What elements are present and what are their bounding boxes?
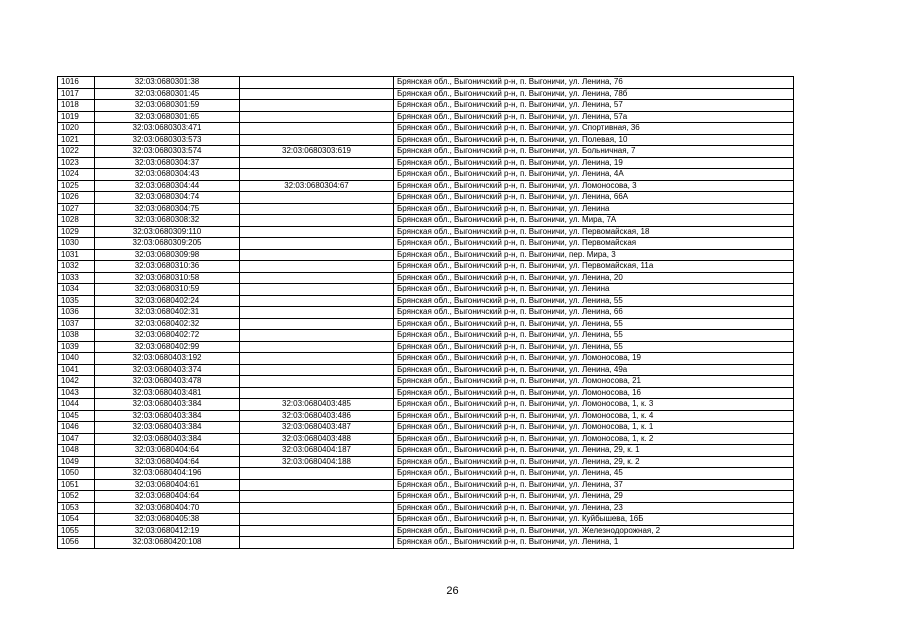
address-cell: Брянская обл., Выгоничский р-н, п. Выгоничи, ул. Ленина, 45: [394, 468, 794, 480]
table-row: [58, 376, 794, 388]
cadastral-number-cell: 32:03:0680304:44: [95, 180, 240, 192]
linked-cadastral-number-cell: [240, 88, 394, 100]
row-number-cell: 1054: [58, 514, 95, 526]
table-body: [58, 77, 794, 549]
cadastral-number-cell: 32:03:0680403:384: [95, 422, 240, 434]
address-cell: Брянская обл., Выгоничский р-н, п. Выгоничи, ул. Ленина, 49а: [394, 364, 794, 376]
table-row: [58, 226, 794, 238]
table-row: [58, 261, 794, 273]
table-row: [58, 364, 794, 376]
row-number-cell: 1048: [58, 445, 95, 457]
cadastral-number-cell: 32:03:0680403:374: [95, 364, 240, 376]
row-number-cell: 1019: [58, 111, 95, 123]
linked-cadastral-number-cell: [240, 284, 394, 296]
table-row: [58, 514, 794, 526]
row-number-cell: 1020: [58, 123, 95, 135]
row-number-cell: 1055: [58, 525, 95, 537]
linked-cadastral-number-cell: [240, 249, 394, 261]
cadastral-number-cell: 32:03:0680403:384: [95, 433, 240, 445]
linked-cadastral-number-cell: [240, 157, 394, 169]
row-number-cell: 1052: [58, 491, 95, 503]
row-number-cell: 1051: [58, 479, 95, 491]
table-row: [58, 169, 794, 181]
table-row: [58, 525, 794, 537]
row-number-cell: 1031: [58, 249, 95, 261]
table-row: [58, 203, 794, 215]
address-cell: Брянская обл., Выгоничский р-н, п. Выгоничи, ул. Ленина, 57а: [394, 111, 794, 123]
cadastral-number-cell: 32:03:0680310:36: [95, 261, 240, 273]
table-row: [58, 134, 794, 146]
row-number-cell: 1027: [58, 203, 95, 215]
table-row: [58, 238, 794, 250]
linked-cadastral-number-cell: [240, 479, 394, 491]
linked-cadastral-number-cell: [240, 330, 394, 342]
table-row: [58, 433, 794, 445]
address-cell: Брянская обл., Выгоничский р-н, п. Выгоничи, ул. Ломоносова, 19: [394, 353, 794, 365]
table-row: [58, 146, 794, 158]
address-cell: Брянская обл., Выгоничский р-н, п. Выгоничи, ул. Ломоносова, 3: [394, 180, 794, 192]
table-row: [58, 295, 794, 307]
cadastral-number-cell: 32:03:0680403:192: [95, 353, 240, 365]
address-cell: Брянская обл., Выгоничский р-н, п. Выгоничи, ул. Ломоносова, 1, к. 2: [394, 433, 794, 445]
row-number-cell: 1021: [58, 134, 95, 146]
linked-cadastral-number-cell: [240, 307, 394, 319]
cadastral-number-cell: 32:03:0680403:481: [95, 387, 240, 399]
address-cell: Брянская обл., Выгоничский р-н, п. Выгоничи, ул. Ломоносова, 21: [394, 376, 794, 388]
cadastral-number-cell: 32:03:0680308:32: [95, 215, 240, 227]
table-row: [58, 88, 794, 100]
cadastral-number-cell: 32:03:0680402:32: [95, 318, 240, 330]
address-cell: Брянская обл., Выгоничский р-н, п. Выгоничи, ул. Куйбышева, 16Б: [394, 514, 794, 526]
row-number-cell: 1056: [58, 537, 95, 549]
row-number-cell: 1030: [58, 238, 95, 250]
address-cell: Брянская обл., Выгоничский р-н, п. Выгоничи, ул. Ломоносова, 1, к. 3: [394, 399, 794, 411]
row-number-cell: 1028: [58, 215, 95, 227]
row-number-cell: 1044: [58, 399, 95, 411]
table-row: [58, 468, 794, 480]
cadastral-number-cell: 32:03:0680404:61: [95, 479, 240, 491]
linked-cadastral-number-cell: [240, 502, 394, 514]
linked-cadastral-number-cell: 32:03:0680303:619: [240, 146, 394, 158]
table-row: [58, 318, 794, 330]
linked-cadastral-number-cell: 32:03:0680304:67: [240, 180, 394, 192]
property-register-table: [57, 76, 794, 549]
linked-cadastral-number-cell: [240, 169, 394, 181]
cadastral-number-cell: 32:03:0680304:75: [95, 203, 240, 215]
row-number-cell: 1043: [58, 387, 95, 399]
linked-cadastral-number-cell: [240, 468, 394, 480]
linked-cadastral-number-cell: [240, 491, 394, 503]
cadastral-number-cell: 32:03:0680303:574: [95, 146, 240, 158]
table-row: [58, 284, 794, 296]
address-cell: Брянская обл., Выгоничский р-н, п. Выгоничи, ул. Больничная, 7: [394, 146, 794, 158]
row-number-cell: 1023: [58, 157, 95, 169]
row-number-cell: 1046: [58, 422, 95, 434]
address-cell: Брянская обл., Выгоничский р-н, п. Выгоничи, ул. Мира, 7А: [394, 215, 794, 227]
cadastral-number-cell: 32:03:0680404:64: [95, 491, 240, 503]
table-row: [58, 410, 794, 422]
address-cell: Брянская обл., Выгоничский р-н, п. Выгоничи, ул. Ленина, 55: [394, 341, 794, 353]
cadastral-number-cell: 32:03:0680301:45: [95, 88, 240, 100]
cadastral-number-cell: 32:03:0680403:384: [95, 399, 240, 411]
row-number-cell: 1047: [58, 433, 95, 445]
row-number-cell: 1033: [58, 272, 95, 284]
address-cell: Брянская обл., Выгоничский р-н, п. Выгоничи, ул. Ленина, 66: [394, 307, 794, 319]
linked-cadastral-number-cell: [240, 261, 394, 273]
address-cell: Брянская обл., Выгоничский р-н, п. Выгоничи, ул. Ленина, 66А: [394, 192, 794, 204]
row-number-cell: 1034: [58, 284, 95, 296]
table-row: [58, 100, 794, 112]
table-row: [58, 399, 794, 411]
address-cell: Брянская обл., Выгоничский р-н, п. Выгоничи, ул. Ленина, 19: [394, 157, 794, 169]
row-number-cell: 1025: [58, 180, 95, 192]
linked-cadastral-number-cell: [240, 134, 394, 146]
table-row: [58, 111, 794, 123]
address-cell: Брянская обл., Выгоничский р-н, п. Выгоничи, ул. Ленина, 29: [394, 491, 794, 503]
row-number-cell: 1017: [58, 88, 95, 100]
linked-cadastral-number-cell: [240, 525, 394, 537]
table-row: [58, 491, 794, 503]
address-cell: Брянская обл., Выгоничский р-н, п. Выгоничи, ул. Ленина: [394, 203, 794, 215]
row-number-cell: 1018: [58, 100, 95, 112]
page-number: 26: [446, 585, 459, 597]
cadastral-number-cell: 32:03:0680404:64: [95, 445, 240, 457]
row-number-cell: 1042: [58, 376, 95, 388]
table-row: [58, 180, 794, 192]
address-cell: Брянская обл., Выгоничский р-н, п. Выгоничи, ул. Спортивная, 36: [394, 123, 794, 135]
address-cell: Брянская обл., Выгоничский р-н, п. Выгоничи, ул. Ломоносова, 1, к. 1: [394, 422, 794, 434]
table-row: [58, 215, 794, 227]
cadastral-number-cell: 32:03:0680404:70: [95, 502, 240, 514]
table-row: [58, 249, 794, 261]
table-row: [58, 77, 794, 89]
linked-cadastral-number-cell: [240, 295, 394, 307]
address-cell: Брянская обл., Выгоничский р-н, п. Выгоничи, ул. Первомайская, 18: [394, 226, 794, 238]
table-row: [58, 123, 794, 135]
linked-cadastral-number-cell: [240, 77, 394, 89]
row-number-cell: 1032: [58, 261, 95, 273]
address-cell: Брянская обл., Выгоничский р-н, п. Выгоничи, ул. Ленина, 57: [394, 100, 794, 112]
address-cell: Брянская обл., Выгоничский р-н, п. Выгоничи, ул. Ленина, 55: [394, 318, 794, 330]
address-cell: Брянская обл., Выгоничский р-н, п. Выгоничи, пер. Мира, 3: [394, 249, 794, 261]
cadastral-number-cell: 32:03:0680403:478: [95, 376, 240, 388]
table-row: [58, 422, 794, 434]
address-cell: Брянская обл., Выгоничский р-н, п. Выгоничи, ул. Ломоносова, 1, к. 4: [394, 410, 794, 422]
cadastral-number-cell: 32:03:0680402:24: [95, 295, 240, 307]
linked-cadastral-number-cell: [240, 226, 394, 238]
address-cell: Брянская обл., Выгоничский р-н, п. Выгоничи, ул. Ленина, 55: [394, 330, 794, 342]
table-row: [58, 157, 794, 169]
address-cell: Брянская обл., Выгоничский р-н, п. Выгоничи, ул. Первомайская: [394, 238, 794, 250]
linked-cadastral-number-cell: 32:03:0680403:486: [240, 410, 394, 422]
row-number-cell: 1041: [58, 364, 95, 376]
cadastral-number-cell: 32:03:0680402:99: [95, 341, 240, 353]
linked-cadastral-number-cell: [240, 364, 394, 376]
address-cell: Брянская обл., Выгоничский р-н, п. Выгоничи, ул. Ленина: [394, 284, 794, 296]
linked-cadastral-number-cell: 32:03:0680403:488: [240, 433, 394, 445]
linked-cadastral-number-cell: [240, 318, 394, 330]
row-number-cell: 1049: [58, 456, 95, 468]
cadastral-number-cell: 32:03:0680304:74: [95, 192, 240, 204]
row-number-cell: 1050: [58, 468, 95, 480]
cadastral-number-cell: 32:03:0680310:59: [95, 284, 240, 296]
cadastral-number-cell: 32:03:0680301:65: [95, 111, 240, 123]
linked-cadastral-number-cell: [240, 353, 394, 365]
linked-cadastral-number-cell: 32:03:0680403:485: [240, 399, 394, 411]
table-row: [58, 479, 794, 491]
address-cell: Брянская обл., Выгоничский р-н, п. Выгоничи, ул. Ленина, 1: [394, 537, 794, 549]
linked-cadastral-number-cell: [240, 203, 394, 215]
row-number-cell: 1040: [58, 353, 95, 365]
address-cell: Брянская обл., Выгоничский р-н, п. Выгоничи, ул. Ломоносова, 16: [394, 387, 794, 399]
linked-cadastral-number-cell: [240, 537, 394, 549]
linked-cadastral-number-cell: [240, 238, 394, 250]
cadastral-number-cell: 32:03:0680309:205: [95, 238, 240, 250]
linked-cadastral-number-cell: [240, 123, 394, 135]
row-number-cell: 1029: [58, 226, 95, 238]
table-row: [58, 272, 794, 284]
cadastral-number-cell: 32:03:0680309:98: [95, 249, 240, 261]
cadastral-number-cell: 32:03:0680404:196: [95, 468, 240, 480]
row-number-cell: 1024: [58, 169, 95, 181]
linked-cadastral-number-cell: [240, 387, 394, 399]
table-row: [58, 387, 794, 399]
table-row: [58, 330, 794, 342]
cadastral-number-cell: 32:03:0680420:108: [95, 537, 240, 549]
row-number-cell: 1053: [58, 502, 95, 514]
linked-cadastral-number-cell: [240, 272, 394, 284]
address-cell: Брянская обл., Выгоничский р-н, п. Выгоничи, ул. Ленина, 20: [394, 272, 794, 284]
table-row: [58, 341, 794, 353]
linked-cadastral-number-cell: 32:03:0680404:187: [240, 445, 394, 457]
address-cell: Брянская обл., Выгоничский р-н, п. Выгоничи, ул. Ленина, 29, к. 2: [394, 456, 794, 468]
linked-cadastral-number-cell: [240, 376, 394, 388]
cadastral-number-cell: 32:03:0680301:38: [95, 77, 240, 89]
table-row: [58, 456, 794, 468]
cadastral-number-cell: 32:03:0680402:72: [95, 330, 240, 342]
cadastral-number-cell: 32:03:0680309:110: [95, 226, 240, 238]
cadastral-number-cell: 32:03:0680402:31: [95, 307, 240, 319]
row-number-cell: 1026: [58, 192, 95, 204]
row-number-cell: 1038: [58, 330, 95, 342]
row-number-cell: 1045: [58, 410, 95, 422]
table-row: [58, 353, 794, 365]
linked-cadastral-number-cell: [240, 215, 394, 227]
address-cell: Брянская обл., Выгоничский р-н, п. Выгоничи, ул. Ленина, 78б: [394, 88, 794, 100]
address-cell: Брянская обл., Выгоничский р-н, п. Выгоничи, ул. Первомайская, 11а: [394, 261, 794, 273]
address-cell: Брянская обл., Выгоничский р-н, п. Выгоничи, ул. Ленина, 29, к. 1: [394, 445, 794, 457]
linked-cadastral-number-cell: [240, 514, 394, 526]
cadastral-number-cell: 32:03:0680304:37: [95, 157, 240, 169]
address-cell: Брянская обл., Выгоничский р-н, п. Выгоничи, ул. Ленина, 4А: [394, 169, 794, 181]
address-cell: Брянская обл., Выгоничский р-н, п. Выгоничи, ул. Ленина, 23: [394, 502, 794, 514]
linked-cadastral-number-cell: [240, 192, 394, 204]
cadastral-number-cell: 32:03:0680405:38: [95, 514, 240, 526]
cadastral-number-cell: 32:03:0680403:384: [95, 410, 240, 422]
cadastral-number-cell: 32:03:0680412:19: [95, 525, 240, 537]
row-number-cell: 1022: [58, 146, 95, 158]
cadastral-number-cell: 32:03:0680404:64: [95, 456, 240, 468]
address-cell: Брянская обл., Выгоничский р-н, п. Выгоничи, ул. Железнодорожная, 2: [394, 525, 794, 537]
address-cell: Брянская обл., Выгоничский р-н, п. Выгоничи, ул. Ленина, 76: [394, 77, 794, 89]
table-row: [58, 307, 794, 319]
cadastral-number-cell: 32:03:0680303:471: [95, 123, 240, 135]
address-cell: Брянская обл., Выгоничский р-н, п. Выгоничи, ул. Ленина, 55: [394, 295, 794, 307]
linked-cadastral-number-cell: [240, 100, 394, 112]
table-row: [58, 445, 794, 457]
row-number-cell: 1035: [58, 295, 95, 307]
cadastral-number-cell: 32:03:0680310:58: [95, 272, 240, 284]
cadastral-number-cell: 32:03:0680303:573: [95, 134, 240, 146]
row-number-cell: 1037: [58, 318, 95, 330]
row-number-cell: 1016: [58, 77, 95, 89]
cadastral-number-cell: 32:03:0680304:43: [95, 169, 240, 181]
table-row: [58, 192, 794, 204]
table-row: [58, 537, 794, 549]
linked-cadastral-number-cell: [240, 111, 394, 123]
cadastral-number-cell: 32:03:0680301:59: [95, 100, 240, 112]
row-number-cell: 1036: [58, 307, 95, 319]
row-number-cell: 1039: [58, 341, 95, 353]
linked-cadastral-number-cell: 32:03:0680404:188: [240, 456, 394, 468]
linked-cadastral-number-cell: [240, 341, 394, 353]
address-cell: Брянская обл., Выгоничский р-н, п. Выгоничи, ул. Полевая, 10: [394, 134, 794, 146]
address-cell: Брянская обл., Выгоничский р-н, п. Выгоничи, ул. Ленина, 37: [394, 479, 794, 491]
table-row: [58, 502, 794, 514]
linked-cadastral-number-cell: 32:03:0680403:487: [240, 422, 394, 434]
